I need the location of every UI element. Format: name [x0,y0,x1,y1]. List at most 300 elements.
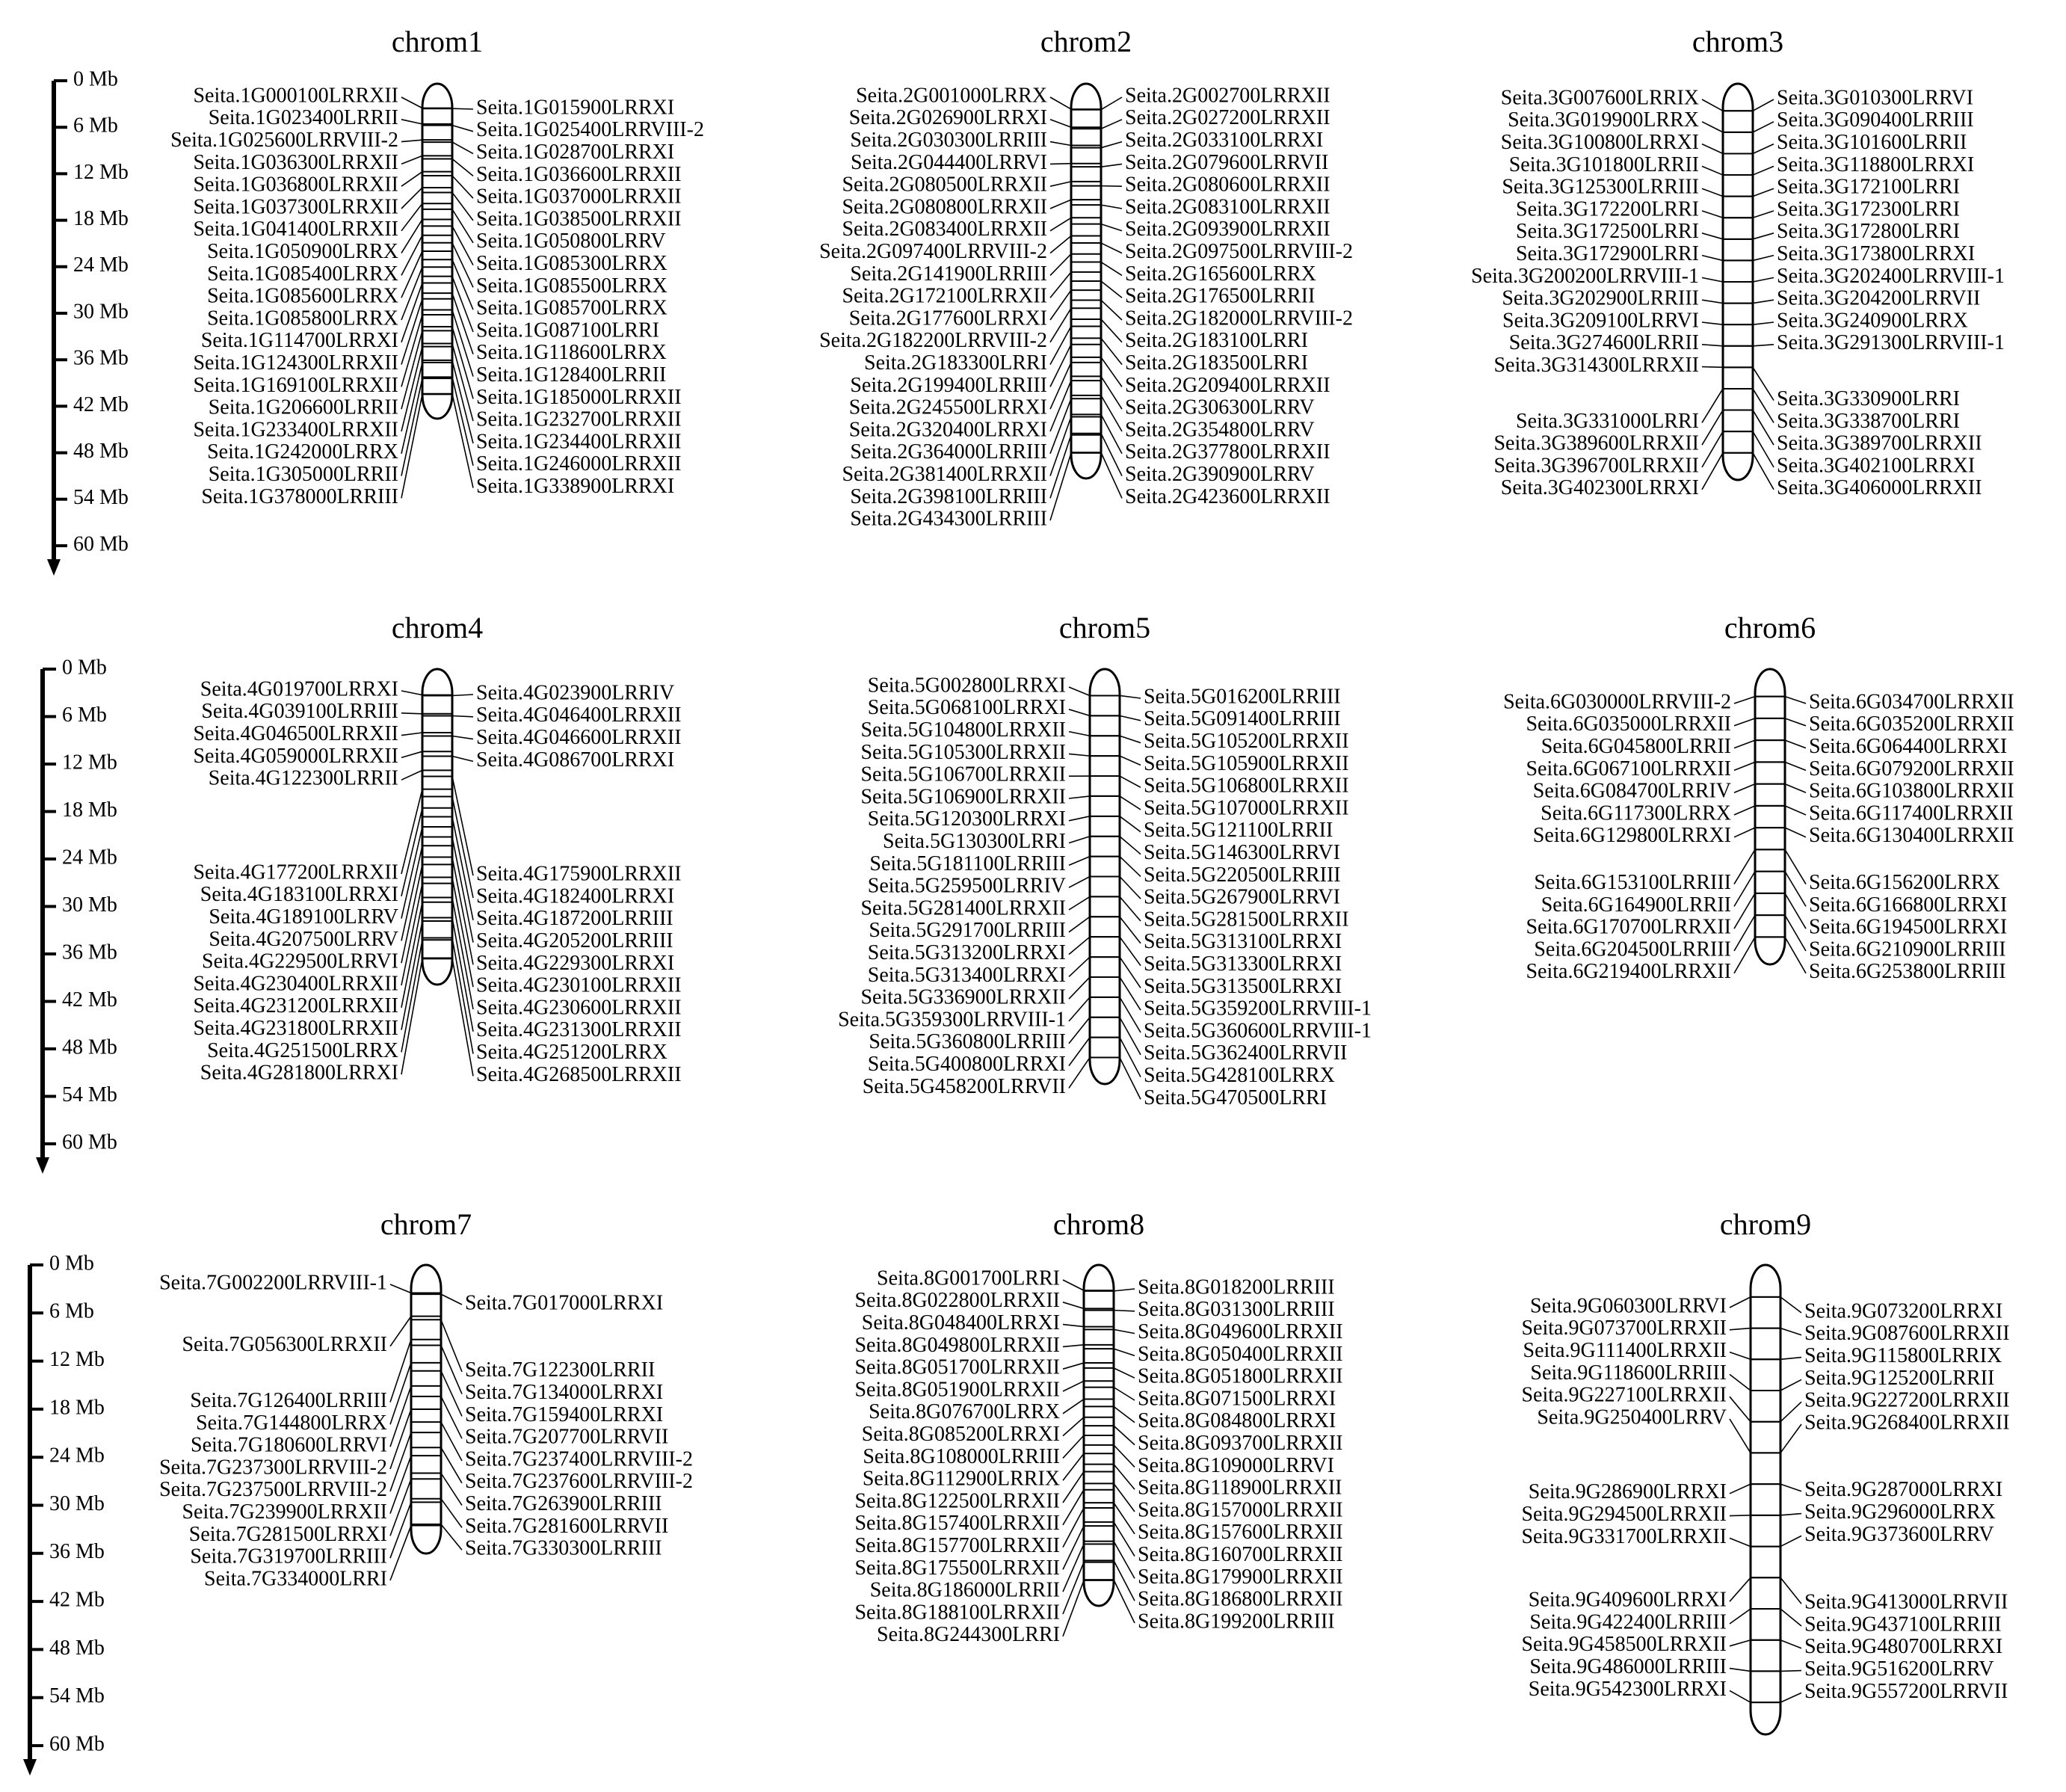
gene-leader-line [1753,410,1774,446]
gene-leader-line [452,243,473,288]
gene-label-right: Seita.8G157000LRRXII [1138,1498,1343,1521]
gene-label-right: Seita.5G360600LRRVIII-1 [1144,1019,1372,1042]
chromosome-group-chrom5 [838,611,1372,1109]
gene-label-right: Seita.8G051800LRRXII [1138,1365,1343,1388]
gene-leader-line [1734,806,1755,815]
gene-leader-line [401,188,422,209]
gene-label-left: Seita.4G231200LRRXII [193,994,398,1017]
gene-label-right: Seita.9G296000LRRX [1804,1500,1996,1524]
gene-leader-line [452,797,473,899]
gene-leader-line [1114,1289,1135,1291]
gene-label-left: Seita.5G313400LRRXI [868,964,1066,987]
scale-label: 54 Mb [62,1083,117,1106]
gene-leader-line [452,142,473,153]
gene-label-right: Seita.3G406000LRRXII [1777,476,1982,499]
gene-leader-line [1702,453,1723,490]
gene-leader-line [1785,697,1806,703]
gene-leader-line [1734,762,1755,770]
gene-leader-line [1702,410,1723,446]
gene-leader-line [1114,1580,1135,1623]
gene-label-left: Seita.8G244300LRRI [877,1623,1060,1646]
gene-label-left: Seita.3G101800LRRII [1509,153,1699,176]
gene-label-left: Seita.1G036300LRRXII [193,151,398,174]
gene-leader-line [1702,300,1723,303]
gene-leader-line [1753,367,1774,400]
gene-leader-line [1069,977,1090,999]
gene-leader-line [1780,1484,1801,1491]
chromosome-title: chrom1 [392,25,483,58]
gene-leader-line [1069,837,1090,843]
gene-label-right: Seita.4G230600LRRXII [476,996,682,1019]
gene-label-right: Seita.2G183500LRRI [1125,351,1308,375]
gene-label-right: Seita.8G093700LRRXII [1138,1432,1343,1455]
gene-leader-line [390,1479,411,1536]
gene-leader-line [401,97,422,108]
gene-label-left: Seita.3G125300LRRIII [1502,176,1699,199]
gene-label-right: Seita.1G085700LRRX [476,297,667,320]
gene-label-left: Seita.2G183300LRRI [864,351,1047,375]
gene-leader-line [401,808,422,896]
gene-label-left: Seita.4G177200LRRXII [193,860,398,884]
gene-leader-line [1730,1669,1751,1672]
gene-label-left: Seita.9G542300LRRXI [1529,1678,1727,1701]
gene-label-right: Seita.5G313300LRRXI [1144,952,1342,976]
scale-label: 6 Mb [73,114,118,138]
gene-label-left: Seita.1G242000LRRX [207,440,398,464]
gene-leader-line [1753,233,1774,239]
gene-label-right: Seita.8G071500LRRXI [1138,1387,1336,1410]
gene-label-right: Seita.9G516200LRRV [1804,1657,1994,1681]
scale-label: 60 Mb [73,532,129,555]
gene-label-left: Seita.6G153100LRRIII [1534,871,1731,894]
gene-label-left: Seita.9G286900LRRXI [1529,1480,1727,1503]
gene-label-left: Seita.5G106700LRRXII [860,763,1066,786]
gene-label-right: Seita.8G157600LRRXII [1138,1521,1343,1544]
gene-label-right: Seita.8G018200LRRIII [1138,1275,1335,1299]
gene-leader-line [1114,1542,1135,1579]
gene-leader-line [1069,957,1090,976]
gene-leader-line [1780,1402,1801,1422]
gene-label-right: Seita.3G330900LRRI [1777,387,1960,410]
gene-label-right: Seita.5G267900LRRVI [1144,886,1340,909]
gene-leader-line [1114,1329,1135,1333]
gene-label-left: Seita.1G169100LRRXII [193,374,398,397]
gene-label-right: Seita.5G016200LRRIII [1144,685,1341,708]
gene-label-left: Seita.5G002800LRRXI [868,674,1066,697]
gene-label-left: Seita.7G056300LRRXII [182,1333,387,1356]
gene-label-left: Seita.7G126400LRRIII [190,1389,387,1412]
gene-leader-line [401,330,422,409]
gene-label-left: Seita.2G182200LRRVIII-2 [819,329,1047,352]
gene-leader-line [452,192,473,221]
gene-label-left: Seita.2G001000LRRX [856,84,1047,107]
gene-label-left: Seita.2G083400LRRXII [842,218,1047,241]
gene-label-right: Seita.2G183100LRRI [1125,329,1308,352]
gene-label-left: Seita.4G251500LRRX [207,1039,398,1062]
gene-leader-line [1063,1302,1084,1309]
gene-label-right: Seita.2G377800LRRXII [1125,440,1330,464]
gene-label-right: Seita.6G079200LRRXII [1809,757,2014,780]
gene-label-right: Seita.1G050800LRRV [476,230,666,253]
gene-leader-line [441,1524,462,1550]
scale-label: 24 Mb [62,846,117,869]
scale-label: 24 Mb [73,253,129,277]
gene-label-right: Seita.2G002700LRRXII [1125,84,1330,107]
gene-label-left: Seita.8G076700LRRX [869,1400,1060,1423]
gene-leader-line [1069,877,1090,888]
gene-leader-line [1780,1577,1801,1604]
gene-leader-line [1120,1017,1141,1055]
gene-label-right: Seita.1G185000LRRXII [476,386,682,409]
gene-leader-line [452,360,473,443]
chromosome-title: chrom4 [392,611,483,644]
gene-label-right: Seita.3G090400LRRIII [1777,108,1974,132]
gene-label-left: Seita.1G233400LRRXII [193,418,398,441]
gene-leader-line [1050,182,1071,186]
gene-label-left: Seita.9G227100LRRXII [1521,1384,1727,1407]
gene-leader-line [1702,188,1723,196]
gene-leader-line [1069,997,1090,1021]
scale-label: 42 Mb [49,1589,105,1612]
scale-label: 48 Mb [73,440,129,463]
gene-label-right: Seita.3G402100LRRXI [1777,454,1975,477]
gene-leader-line [452,209,473,243]
gene-leader-line [401,691,422,695]
gene-leader-line [390,1432,411,1491]
scale-label: 0 Mb [73,67,118,90]
gene-label-left: Seita.8G112900LRRIX [863,1468,1060,1491]
scale-label: 30 Mb [73,300,129,323]
scale-label: 18 Mb [49,1396,105,1419]
gene-leader-line [401,203,422,231]
gene-leader-line [452,716,473,717]
gene-leader-line [1120,695,1141,698]
gene-label-right: Seita.9G557200LRRVII [1804,1680,2008,1703]
chromosome-group-chrom8 [854,1207,1342,1646]
gene-label-left: Seita.9G331700LRRXII [1521,1525,1727,1548]
gene-leader-line [1101,142,1122,148]
gene-leader-line [1063,1381,1084,1391]
gene-leader-line [1785,762,1806,770]
gene-label-right: Seita.2G176500LRRII [1125,285,1315,308]
gene-label-left: Seita.1G305000LRRII [209,463,398,486]
gene-leader-line [1120,896,1141,921]
gene-leader-line [1101,164,1122,167]
gene-label-right: Seita.1G087100LRRI [476,318,659,342]
scale-label: 30 Mb [62,893,117,917]
gene-label-left: Seita.2G172100LRRXII [842,285,1047,308]
gene-label-left: Seita.9G250400LRRV [1537,1405,1727,1429]
gene-label-right: Seita.1G085300LRRX [476,252,667,275]
gene-label-right: Seita.5G106800LRRXII [1144,775,1349,798]
gene-leader-line [1120,796,1141,810]
gene-label-left: Seita.2G434300LRRIII [850,508,1047,531]
gene-label-left: Seita.9G060300LRRVI [1530,1294,1727,1317]
gene-label-right: Seita.1G232700LRRXII [476,408,682,431]
gene-label-right: Seita.8G160700LRRXII [1138,1543,1343,1566]
gene-label-right: Seita.9G073200LRRXI [1804,1299,2002,1323]
gene-leader-line [1785,915,1806,951]
gene-leader-line [401,219,422,253]
gene-leader-line [401,120,422,124]
gene-leader-line [1050,345,1071,387]
gene-label-right: Seita.4G175900LRRXII [476,863,682,886]
gene-label-left: Seita.2G398100LRRIII [850,485,1047,508]
gene-leader-line [1734,915,1755,951]
gene-label-right: Seita.2G390900LRRV [1125,463,1315,486]
scale-label: 24 Mb [49,1444,105,1468]
gene-leader-line [1753,256,1774,261]
gene-label-right: Seita.3G291300LRRVIII-1 [1777,331,2005,354]
gene-label-left: Seita.2G141900LRRIII [850,262,1047,286]
gene-leader-line [1702,211,1723,218]
gene-label-right: Seita.2G093900LRRXII [1125,218,1330,241]
gene-label-left: Seita.8G085200LRRXI [862,1423,1060,1446]
gene-leader-line [452,126,473,132]
gene-label-right: Seita.3G173800LRRXI [1777,242,1975,265]
gene-label-right: Seita.2G079600LRRVII [1125,151,1328,174]
gene-leader-line [1753,300,1774,303]
gene-label-left: Seita.5G068100LRRXI [868,696,1066,719]
gene-label-left: Seita.4G207500LRRV [209,928,398,951]
scale-label: 18 Mb [73,207,129,230]
gene-label-left: Seita.9G409600LRRXI [1529,1589,1727,1612]
gene-label-left: Seita.1G114700LRRXI [201,329,398,352]
gene-label-right: Seita.2G306300LRRV [1125,396,1315,419]
chromosome-group-chrom6 [1503,611,2014,983]
gene-leader-line [401,172,422,187]
gene-leader-line [1753,122,1774,132]
gene-label-right: Seita.5G428100LRRX [1144,1064,1335,1087]
gene-label-left: Seita.2G080500LRRXII [842,173,1047,197]
gene-label-right: Seita.8G199200LRRIII [1138,1610,1335,1633]
gene-leader-line [1101,452,1122,498]
gene-leader-line [1101,376,1122,409]
scale-label: 30 Mb [49,1492,105,1515]
gene-label-right: Seita.5G105900LRRXII [1144,752,1349,775]
gene-leader-line [1050,97,1071,109]
gene-leader-line [441,1294,462,1305]
chromosome-group-chrom3 [1471,25,2005,499]
gene-label-right: Seita.5G146300LRRVI [1144,841,1340,864]
gene-label-right: Seita.6G194500LRRXI [1809,916,2007,939]
scale-label: 48 Mb [49,1636,105,1660]
gene-label-right: Seita.9G373600LRRV [1804,1523,1994,1546]
gene-label-left: Seita.4G122300LRRII [209,767,398,790]
gene-label-right: Seita.2G423600LRRXII [1125,485,1330,508]
scale-label: 60 Mb [62,1130,117,1154]
gene-leader-line [1050,236,1071,253]
gene-label-right: Seita.7G281600LRRVII [465,1515,668,1538]
chromosome-title: chrom2 [1040,25,1132,58]
gene-leader-line [441,1320,462,1372]
gene-label-left: Seita.1G378000LRRIII [201,485,398,508]
gene-label-right: Seita.2G165600LRRX [1125,262,1316,286]
gene-label-left: Seita.7G239900LRRXII [182,1500,387,1524]
chromosome-title: chrom9 [1720,1207,1811,1241]
gene-label-left: Seita.2G199400LRRIII [850,374,1047,397]
scale-bar [36,656,117,1174]
chromosome-group-chrom2 [819,25,1353,530]
gene-leader-line [1063,1363,1084,1369]
gene-leader-line [1069,896,1090,910]
gene-label-left: Seita.5G458200LRRVII [863,1075,1066,1098]
gene-label-left: Seita.1G085800LRRX [207,307,398,330]
gene-label-right: Seita.4G230100LRRXII [476,974,682,997]
gene-leader-line [1063,1490,1084,1525]
scale-label: 48 Mb [62,1035,117,1059]
gene-leader-line [452,777,473,876]
gene-label-left: Seita.8G049800LRRXII [854,1334,1060,1357]
gene-leader-line [390,1525,411,1580]
gene-label-left: Seita.8G157400LRRXII [854,1512,1060,1535]
gene-label-left: Seita.7G334000LRRI [204,1567,387,1590]
gene-label-left: Seita.8G108000LRRIII [863,1445,1060,1468]
gene-leader-line [1702,389,1723,422]
gene-leader-line [390,1317,411,1346]
chromosome-title: chrom6 [1724,611,1816,644]
gene-label-left: Seita.8G051900LRRXII [854,1378,1060,1401]
gene-label-right: Seita.1G036600LRRXII [476,163,682,186]
gene-leader-line [452,226,473,265]
gene-label-right: Seita.4G251200LRRX [476,1041,667,1064]
gene-label-left: Seita.5G336900LRRXII [860,986,1066,1009]
gene-leader-line [1050,142,1071,146]
gene-leader-line [1050,218,1071,231]
gene-leader-line [401,347,422,431]
gene-label-right: Seita.4G046600LRRXII [476,726,682,749]
gene-leader-line [1702,367,1723,368]
gene-leader-line [390,1284,411,1293]
gene-leader-line [1702,322,1723,324]
gene-leader-line [1780,1536,1801,1546]
gene-label-right: Seita.2G033100LRRXI [1125,129,1323,152]
gene-leader-line [1734,872,1755,907]
gene-label-right: Seita.1G085500LRRX [476,274,667,298]
gene-label-right: Seita.8G049600LRRXII [1138,1320,1343,1343]
gene-leader-line [452,736,473,739]
gene-leader-line [1730,1352,1751,1360]
gene-label-left: Seita.2G177600LRRXI [849,307,1047,330]
gene-label-right: Seita.9G413000LRRVII [1804,1591,2008,1614]
gene-leader-line [401,713,422,714]
gene-label-left: Seita.5G181100LRRIII [869,852,1066,875]
gene-leader-line [1120,877,1141,899]
gene-label-left: Seita.7G237300LRRVIII-2 [159,1456,387,1479]
scale-bar [23,1251,105,1776]
gene-leader-line [1734,828,1755,837]
gene-label-left: Seita.6G129800LRRXI [1533,824,1731,847]
gene-label-right: Seita.8G031300LRRIII [1138,1298,1335,1321]
gene-label-left: Seita.3G172200LRRI [1516,197,1699,221]
gene-label-right: Seita.9G437100LRRIII [1804,1613,2002,1636]
gene-label-right: Seita.2G083100LRRXII [1125,195,1330,218]
gene-label-right: Seita.7G263900LRRIII [465,1492,662,1515]
gene-leader-line [1114,1349,1135,1355]
gene-leader-line [401,770,422,780]
gene-label-left: Seita.1G041400LRRXII [193,218,398,241]
gene-leader-line [401,751,422,757]
gene-label-right: Seita.5G313100LRRXI [1144,930,1342,953]
gene-label-left: Seita.3G314300LRRXII [1493,354,1699,377]
gene-label-right: Seita.5G107000LRRXII [1144,796,1349,819]
gene-leader-line [1063,1345,1084,1347]
gene-label-right: Seita.9G227200LRRXII [1804,1389,2010,1412]
gene-label-left: Seita.1G037300LRRXII [193,195,398,218]
gene-leader-line [1780,1514,1801,1515]
gene-leader-line [1120,715,1141,720]
gene-label-left: Seita.8G022800LRRXII [854,1289,1060,1312]
gene-label-right: Seita.3G172800LRRI [1777,220,1960,243]
gene-label-left: Seita.7G281500LRRXI [189,1523,387,1546]
gene-label-left: Seita.2G097400LRRVIII-2 [819,240,1047,263]
gene-label-right: Seita.3G172300LRRI [1777,197,1960,221]
scale-label: 6 Mb [62,703,107,727]
gene-label-right: Seita.7G237400LRRVIII-2 [465,1447,693,1471]
gene-leader-line [1101,319,1122,342]
gene-label-left: Seita.6G204500LRRIII [1534,937,1731,961]
gene-label-right: Seita.7G159400LRRXI [465,1403,663,1426]
chromosome-title: chrom7 [380,1207,472,1241]
gene-label-left: Seita.3G389600LRRXII [1493,432,1699,455]
gene-leader-line [1734,849,1755,884]
scale-label: 60 Mb [49,1732,105,1755]
gene-label-left: Seita.9G458500LRRXII [1521,1633,1727,1656]
gene-leader-line [1063,1544,1084,1592]
gene-label-right: Seita.1G246000LRRXII [476,452,682,475]
gene-leader-line [1780,1424,1801,1453]
gene-label-left: Seita.8G048400LRRXI [862,1311,1060,1334]
gene-leader-line [401,156,422,164]
gene-leader-line [401,140,422,141]
gene-label-right: Seita.2G097500LRRVIII-2 [1125,240,1353,263]
gene-label-right: Seita.1G234400LRRXII [476,430,682,453]
gene-label-left: Seita.5G281400LRRXII [860,896,1066,920]
gene-leader-line [452,837,473,943]
gene-label-left: Seita.6G030000LRRVIII-2 [1503,690,1731,713]
gene-label-left: Seita.3G007600LRRIX [1501,86,1699,109]
gene-leader-line [1702,166,1723,175]
gene-label-right: Seita.3G010300LRRVI [1777,86,1973,109]
gene-label-right: Seita.4G023900LRRIV [476,681,674,704]
gene-label-right: Seita.7G122300LRRII [465,1358,655,1382]
gene-leader-line [1063,1400,1084,1414]
scale-label: 12 Mb [73,161,129,184]
gene-label-right: Seita.3G240900LRRX [1777,309,1968,332]
gene-label-right: Seita.1G037000LRRXII [476,185,682,209]
gene-leader-line [1050,327,1071,365]
gene-label-right: Seita.6G064400LRRXI [1809,735,2007,758]
gene-label-left: Seita.9G294500LRRXII [1521,1503,1727,1526]
gene-leader-line [452,817,473,920]
gene-leader-line [1120,1058,1141,1100]
gene-label-left: Seita.1G025600LRRVIII-2 [170,129,398,152]
gene-leader-line [441,1499,462,1528]
gene-label-right: Seita.3G338700LRRI [1777,410,1960,433]
gene-leader-line [1753,277,1774,282]
gene-label-right: Seita.6G117400LRRXII [1809,801,2014,825]
gene-leader-line [1702,277,1723,282]
gene-label-right: Seita.2G027200LRRXII [1125,106,1330,129]
gene-label-right: Seita.3G172100LRRI [1777,176,1960,199]
gene-label-right: Seita.1G338900LRRXI [476,475,674,498]
gene-leader-line [452,757,473,762]
scale-bar [47,67,129,576]
gene-leader-line [1753,431,1774,467]
chromosome-title: chrom3 [1692,25,1783,58]
gene-leader-line [1114,1522,1135,1557]
gene-label-right: Seita.1G025400LRRVIII-2 [476,118,704,141]
